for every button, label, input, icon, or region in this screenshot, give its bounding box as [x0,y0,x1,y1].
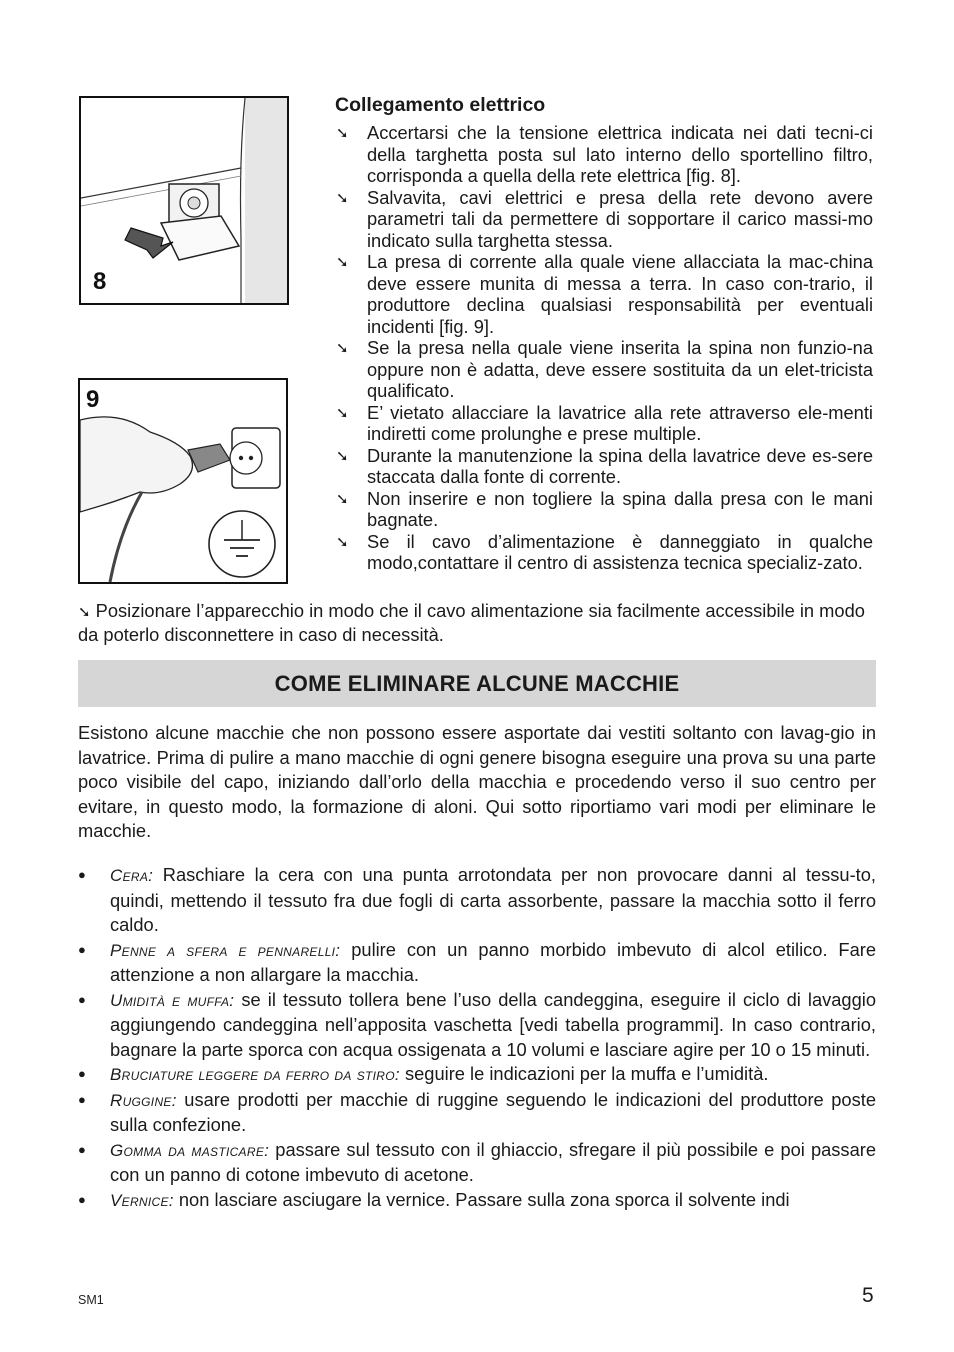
arrow-bullet-icon: ➘ [336,189,349,207]
arrow-bullet-icon: ➘ [336,447,349,465]
list-item: ➘ Se il cavo d’alimentazione è danneggiato in qualche modo,contattare il centro di assistenza tecnica specializ-zato. [336,530,873,573]
list-item: ➘ Se la presa nella quale viene inserita la spina non funzio-na oppure non è adatta, deve essere sostituita da un elet-tricista qualificato. [336,337,873,401]
section-heading-band [78,660,876,707]
plug-socket-illustration [80,380,286,582]
list-item: ➘ Non inserire e non togliere la spina dalla presa con le mani bagnate. [336,487,873,530]
washing-machine-filter-illustration [81,98,287,303]
list-item: ● Bruciature leggere da ferro da stiro: seguire le indicazioni per la muffa e l’umidità. [78,1062,876,1088]
list-item: ● Penne a sfera e pennarelli: pulire con un panno morbido imbevuto di alcol etilico. Fare attenzione a non allargare la macchia. [78,938,877,985]
bullet-icon: ● [78,991,86,1007]
arrow-bullet-icon: ➘ [336,340,349,357]
bullet-icon: ● [78,1091,86,1107]
list-item: ● Vernice: non lasciare asciugare la vernice. Passare sulla zona sporca il solvente indi [78,1188,876,1214]
arrow-bullet-icon: ➘ [336,125,349,142]
figure-9-number: 9 [86,386,100,413]
list-item: ➘ Accertarsi che la tensione elettrica indicata nei dati tecni-ci della targhetta posta sul lato interno dello sportellino filtro, corrisponda a quella della rete elettrica [fig. 8]. [336,122,873,186]
list-item: ● Cera: Raschiare la cera con una punta arrotondata per non provocare danni al tessu-to, quindi, mettendo il tessuto fra due fogli di carta assorbente, passare la macchia sotto il ferro caldo. [78,864,876,935]
section-heading: COME ELIMINARE ALCUNE MACCHIE [274,670,680,696]
bullet-icon: ● [78,941,86,957]
list-item: ➘ La presa di corrente alla quale viene allacciata la mac-china deve essere munita di messa a terra. In caso con-trario, il produttore declina qualsiasi responsabilità per eventuali incidenti [fig. 9]. [336,251,873,337]
bullet-icon: ● [78,1191,86,1207]
list-item: ➘ E’ vietato allacciare la lavatrice alla rete attraverso ele-menti indiretti come prolunghe e prese multiple. [336,401,873,444]
section-title: Collegamento elettrico [335,94,546,116]
wide-list-item: ➘ Posizionare l’apparecchio in modo che il cavo alimentazione sia facilmente accessibile in modo da poterlo disconnettere in caso di necessità. [78,600,865,645]
electrical-connection-section [335,92,873,574]
bullet-icon: ● [78,1141,86,1157]
electrical-list [335,122,873,574]
bullet-icon: ● [78,1066,86,1081]
list-item: ➘ Salvavita, cavi elettrici e presa della rete devono avere parametri tali da permettere di sopportare il carico massi-mo indicato sulla targhetta stessa. [336,186,873,251]
arrow-bullet-icon: ➘ [336,533,349,551]
list-item: ● Ruggine: usare prodotti per macchie di ruggine seguendo le indicazioni del produttore poste sulla confezione. [78,1088,876,1135]
intro-paragraph: Esistono alcune macchie che non possono essere asportate dai vestiti soltanto con lavag-gio in lavatrice. Prima di pulire a mano macchie di ogni genere bisogna eseguire una prova su una parte poco visibile del capo, iniziando dall’orlo della macchia e procedendo verso il suo centro per evitare, in questo modo, la formazione di aloni. Qui sotto riportiamo vari modi per eliminare le macchie. [78,722,876,841]
list-item: ● Gomma da masticare: passare sul tessuto con il ghiaccio, sfregare il più possibile e poi passare con un panno di cotone imbevuto di acetone. [78,1138,876,1185]
arrow-bullet-icon: ➘ [336,254,349,271]
figure-9 [78,378,288,584]
figure-8 [79,96,289,305]
page-number: 5 [862,1284,874,1307]
list-item: ➘ Durante la manutenzione la spina della lavatrice deve es-sere staccata dalla fonte di corrente. [336,444,873,487]
arrow-bullet-icon: ➘ [78,604,91,621]
stain-list [78,863,876,1213]
arrow-bullet-icon: ➘ [336,404,349,422]
bullet-icon: ● [78,867,86,882]
document-code: SM1 [78,1293,104,1307]
arrow-bullet-icon: ➘ [336,490,349,508]
list-item: ● Umidità e muffa: se il tessuto tollera bene l’uso della candeggina, eseguire il ciclo di lavaggio aggiungendo candeggina nell’apposita vaschetta [vedi tabella programmi]. In caso contrario, bagnare la parte sporca con acqua ossigenata a 10 volumi e lasciare agire per 10 o 15 minuti. [78,988,876,1060]
figure-8-number: 8 [93,268,107,295]
